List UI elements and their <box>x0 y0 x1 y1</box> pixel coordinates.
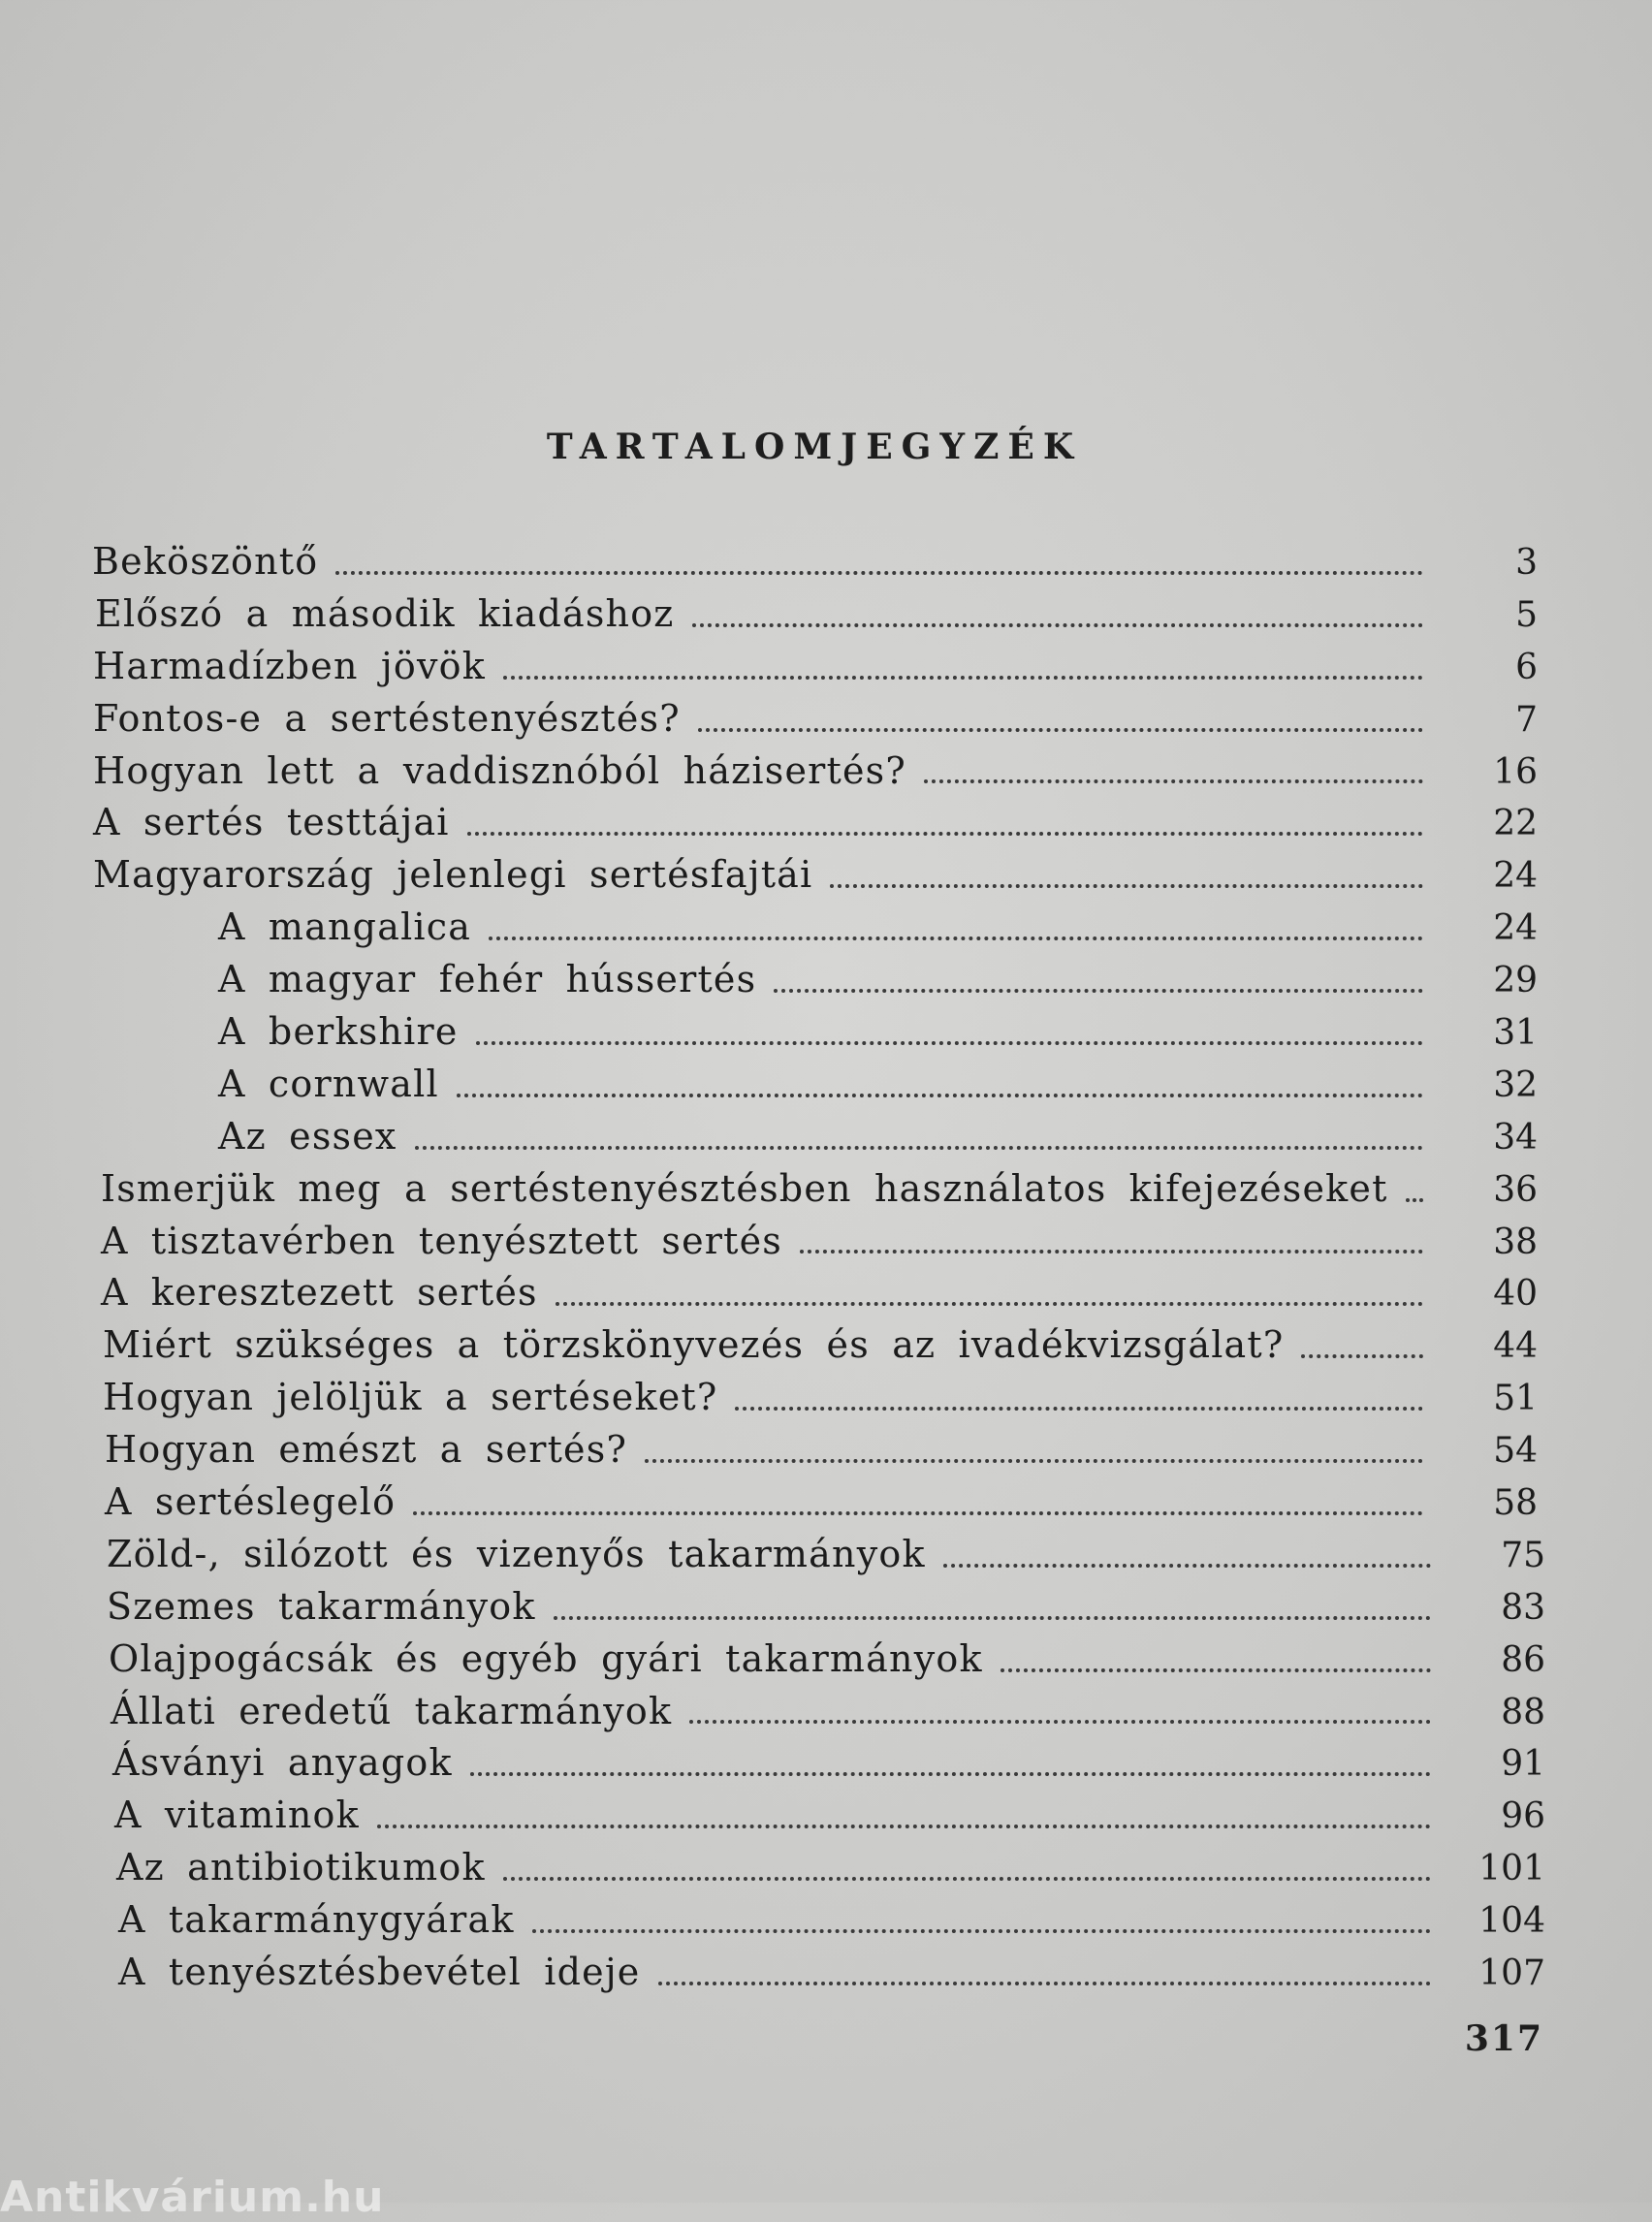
toc-entry <box>0 849 1652 902</box>
toc-page-number: 96 <box>1501 1796 1545 1837</box>
toc-page-number: 40 <box>1493 1274 1538 1315</box>
toc-page-number: 101 <box>1478 1849 1545 1889</box>
toc-page-number: 38 <box>1493 1222 1538 1262</box>
dot-leader <box>335 571 1423 575</box>
toc-entry-title: Szemes takarmányok <box>107 1584 536 1628</box>
toc-page-number: 16 <box>1493 751 1538 792</box>
toc-entry <box>0 1424 1652 1476</box>
toc-subentry <box>0 1059 1652 1111</box>
toc-entry-title: Miért szükséges a törzskönyvezés és az ivadékvizsgálat? <box>103 1323 1285 1367</box>
dot-leader <box>467 832 1423 836</box>
toc-entry-title: Állati eredetű takarmányok <box>111 1689 673 1732</box>
toc-page-number: 91 <box>1501 1744 1545 1785</box>
toc-entry <box>0 1790 1652 1842</box>
toc-entry-title: A sertés testtájai <box>93 801 450 844</box>
table-of-contents <box>0 536 1652 1999</box>
dot-leader <box>774 989 1423 993</box>
toc-entry <box>0 1947 1652 1999</box>
toc-page-number: 7 <box>1515 699 1538 740</box>
dot-leader <box>658 1982 1432 1985</box>
toc-entry-title: Olajpogácsák és egyéb gyári takarmányok <box>109 1636 983 1680</box>
toc-page-number: 29 <box>1493 961 1538 1001</box>
dot-leader <box>830 884 1423 888</box>
toc-page-number: 34 <box>1493 1117 1538 1158</box>
toc-page-number: 75 <box>1501 1535 1545 1575</box>
toc-entry <box>0 1163 1652 1216</box>
toc-page-number: 83 <box>1501 1587 1545 1628</box>
dot-leader <box>692 623 1423 627</box>
toc-entry-title: A takarmánygyárak <box>118 1898 515 1942</box>
toc-page-number: 88 <box>1501 1692 1545 1732</box>
toc-entry <box>0 1737 1652 1790</box>
toc-entry <box>0 1634 1652 1686</box>
toc-entry-title: Fontos-e a sertéstenyésztés? <box>93 696 681 740</box>
toc-subentry <box>0 1006 1652 1059</box>
toc-page-number: 31 <box>1493 1013 1538 1054</box>
toc-entry <box>0 746 1652 798</box>
dot-leader <box>470 1772 1431 1776</box>
dot-leader <box>943 1564 1431 1568</box>
toc-entry <box>0 1319 1652 1372</box>
toc-entry-title: A keresztezett sertés <box>101 1271 538 1315</box>
toc-entry-title: Előszó a második kiadáshoz <box>95 591 675 635</box>
dot-leader <box>377 1825 1431 1828</box>
dot-leader <box>503 676 1423 680</box>
dot-leader <box>1406 1198 1423 1202</box>
toc-entry <box>0 1842 1652 1894</box>
toc-page-number: 86 <box>1501 1639 1545 1680</box>
toc-entry-title: Hogyan lett a vaddisznóból házisertés? <box>93 748 906 792</box>
dot-leader <box>1301 1354 1423 1358</box>
toc-page-number: 32 <box>1493 1064 1538 1105</box>
dot-leader <box>532 1929 1431 1933</box>
toc-entry-title: A berkshire <box>218 1010 459 1054</box>
dot-leader <box>735 1407 1423 1411</box>
dot-leader <box>698 728 1423 732</box>
dot-leader <box>476 1041 1423 1045</box>
toc-entry <box>0 536 1652 588</box>
toc-entry-title: A tisztavérben tenyésztett sertés <box>101 1219 782 1262</box>
toc-entry-title: Ásványi anyagok <box>112 1741 453 1785</box>
toc-entry <box>0 588 1652 641</box>
toc-entry-title: Beköszöntő <box>92 540 319 583</box>
dot-leader <box>556 1302 1423 1306</box>
page-number: 317 <box>1464 2018 1543 2059</box>
toc-page-number: 104 <box>1478 1901 1545 1942</box>
toc-subentry <box>0 954 1652 1006</box>
toc-entry-title: A mangalica <box>218 905 472 949</box>
toc-page-number: 24 <box>1493 856 1538 897</box>
dot-leader <box>503 1877 1431 1881</box>
toc-page-number: 36 <box>1493 1169 1538 1210</box>
toc-entry-title: A magyar fehér hússertés <box>218 958 757 1001</box>
watermark: Antikvárium.hu <box>0 2173 385 2222</box>
toc-entry <box>0 1894 1652 1947</box>
toc-entry-title: Harmadízben jövök <box>93 644 486 687</box>
toc-entry-title: Zöld-, silózott és vizenyős takarmányok <box>107 1532 926 1575</box>
dot-leader <box>489 936 1423 940</box>
toc-page-number: 107 <box>1478 1953 1545 1994</box>
toc-entry <box>0 693 1652 746</box>
toc-entry <box>0 797 1652 849</box>
toc-entry <box>0 1686 1652 1738</box>
toc-entry <box>0 1529 1652 1581</box>
toc-entry <box>0 1267 1652 1319</box>
toc-entry-title: Hogyan emészt a sertés? <box>105 1428 628 1472</box>
dot-leader <box>457 1094 1423 1097</box>
toc-entry <box>0 1216 1652 1268</box>
toc-entry-title: Ismerjük meg a sertéstenyésztésben használatos kifejezéseket <box>101 1166 1388 1210</box>
toc-page-number: 24 <box>1493 908 1538 949</box>
toc-page-number: 3 <box>1515 543 1538 583</box>
dot-leader <box>554 1616 1431 1620</box>
toc-page-number: 51 <box>1493 1379 1538 1419</box>
dot-leader <box>1001 1668 1431 1672</box>
toc-entry <box>0 1476 1652 1529</box>
toc-page-number: 6 <box>1515 647 1538 687</box>
toc-entry-title: A vitaminok <box>114 1793 360 1837</box>
page-title: TARTALOMJEGYZÉK <box>546 427 1083 467</box>
toc-subentry <box>0 902 1652 954</box>
toc-entry <box>0 1372 1652 1424</box>
toc-entry <box>0 641 1652 693</box>
dot-leader <box>645 1459 1423 1463</box>
toc-entry-title: Hogyan jelöljük a sertéseket? <box>103 1376 718 1419</box>
toc-page-number: 54 <box>1493 1431 1538 1472</box>
dot-leader <box>800 1250 1423 1254</box>
toc-page-number: 58 <box>1493 1483 1538 1524</box>
toc-page-number: 22 <box>1493 804 1538 844</box>
toc-entry-title: A sertéslegelő <box>105 1480 397 1524</box>
toc-entry-title: Magyarország jelenlegi sertésfajtái <box>93 853 813 897</box>
toc-page-number: 44 <box>1493 1326 1538 1367</box>
toc-page-number: 5 <box>1515 594 1538 635</box>
toc-entry-title: A cornwall <box>218 1062 439 1105</box>
dot-leader <box>924 779 1423 783</box>
dot-leader <box>689 1720 1431 1724</box>
dot-leader <box>415 1146 1423 1150</box>
toc-entry-title: Az essex <box>218 1114 397 1158</box>
dot-leader <box>413 1511 1423 1515</box>
toc-subentry <box>0 1111 1652 1163</box>
toc-entry <box>0 1581 1652 1634</box>
toc-entry-title: Az antibiotikumok <box>116 1846 486 1889</box>
toc-entry-title: A tenyésztésbevétel ideje <box>118 1951 641 1994</box>
